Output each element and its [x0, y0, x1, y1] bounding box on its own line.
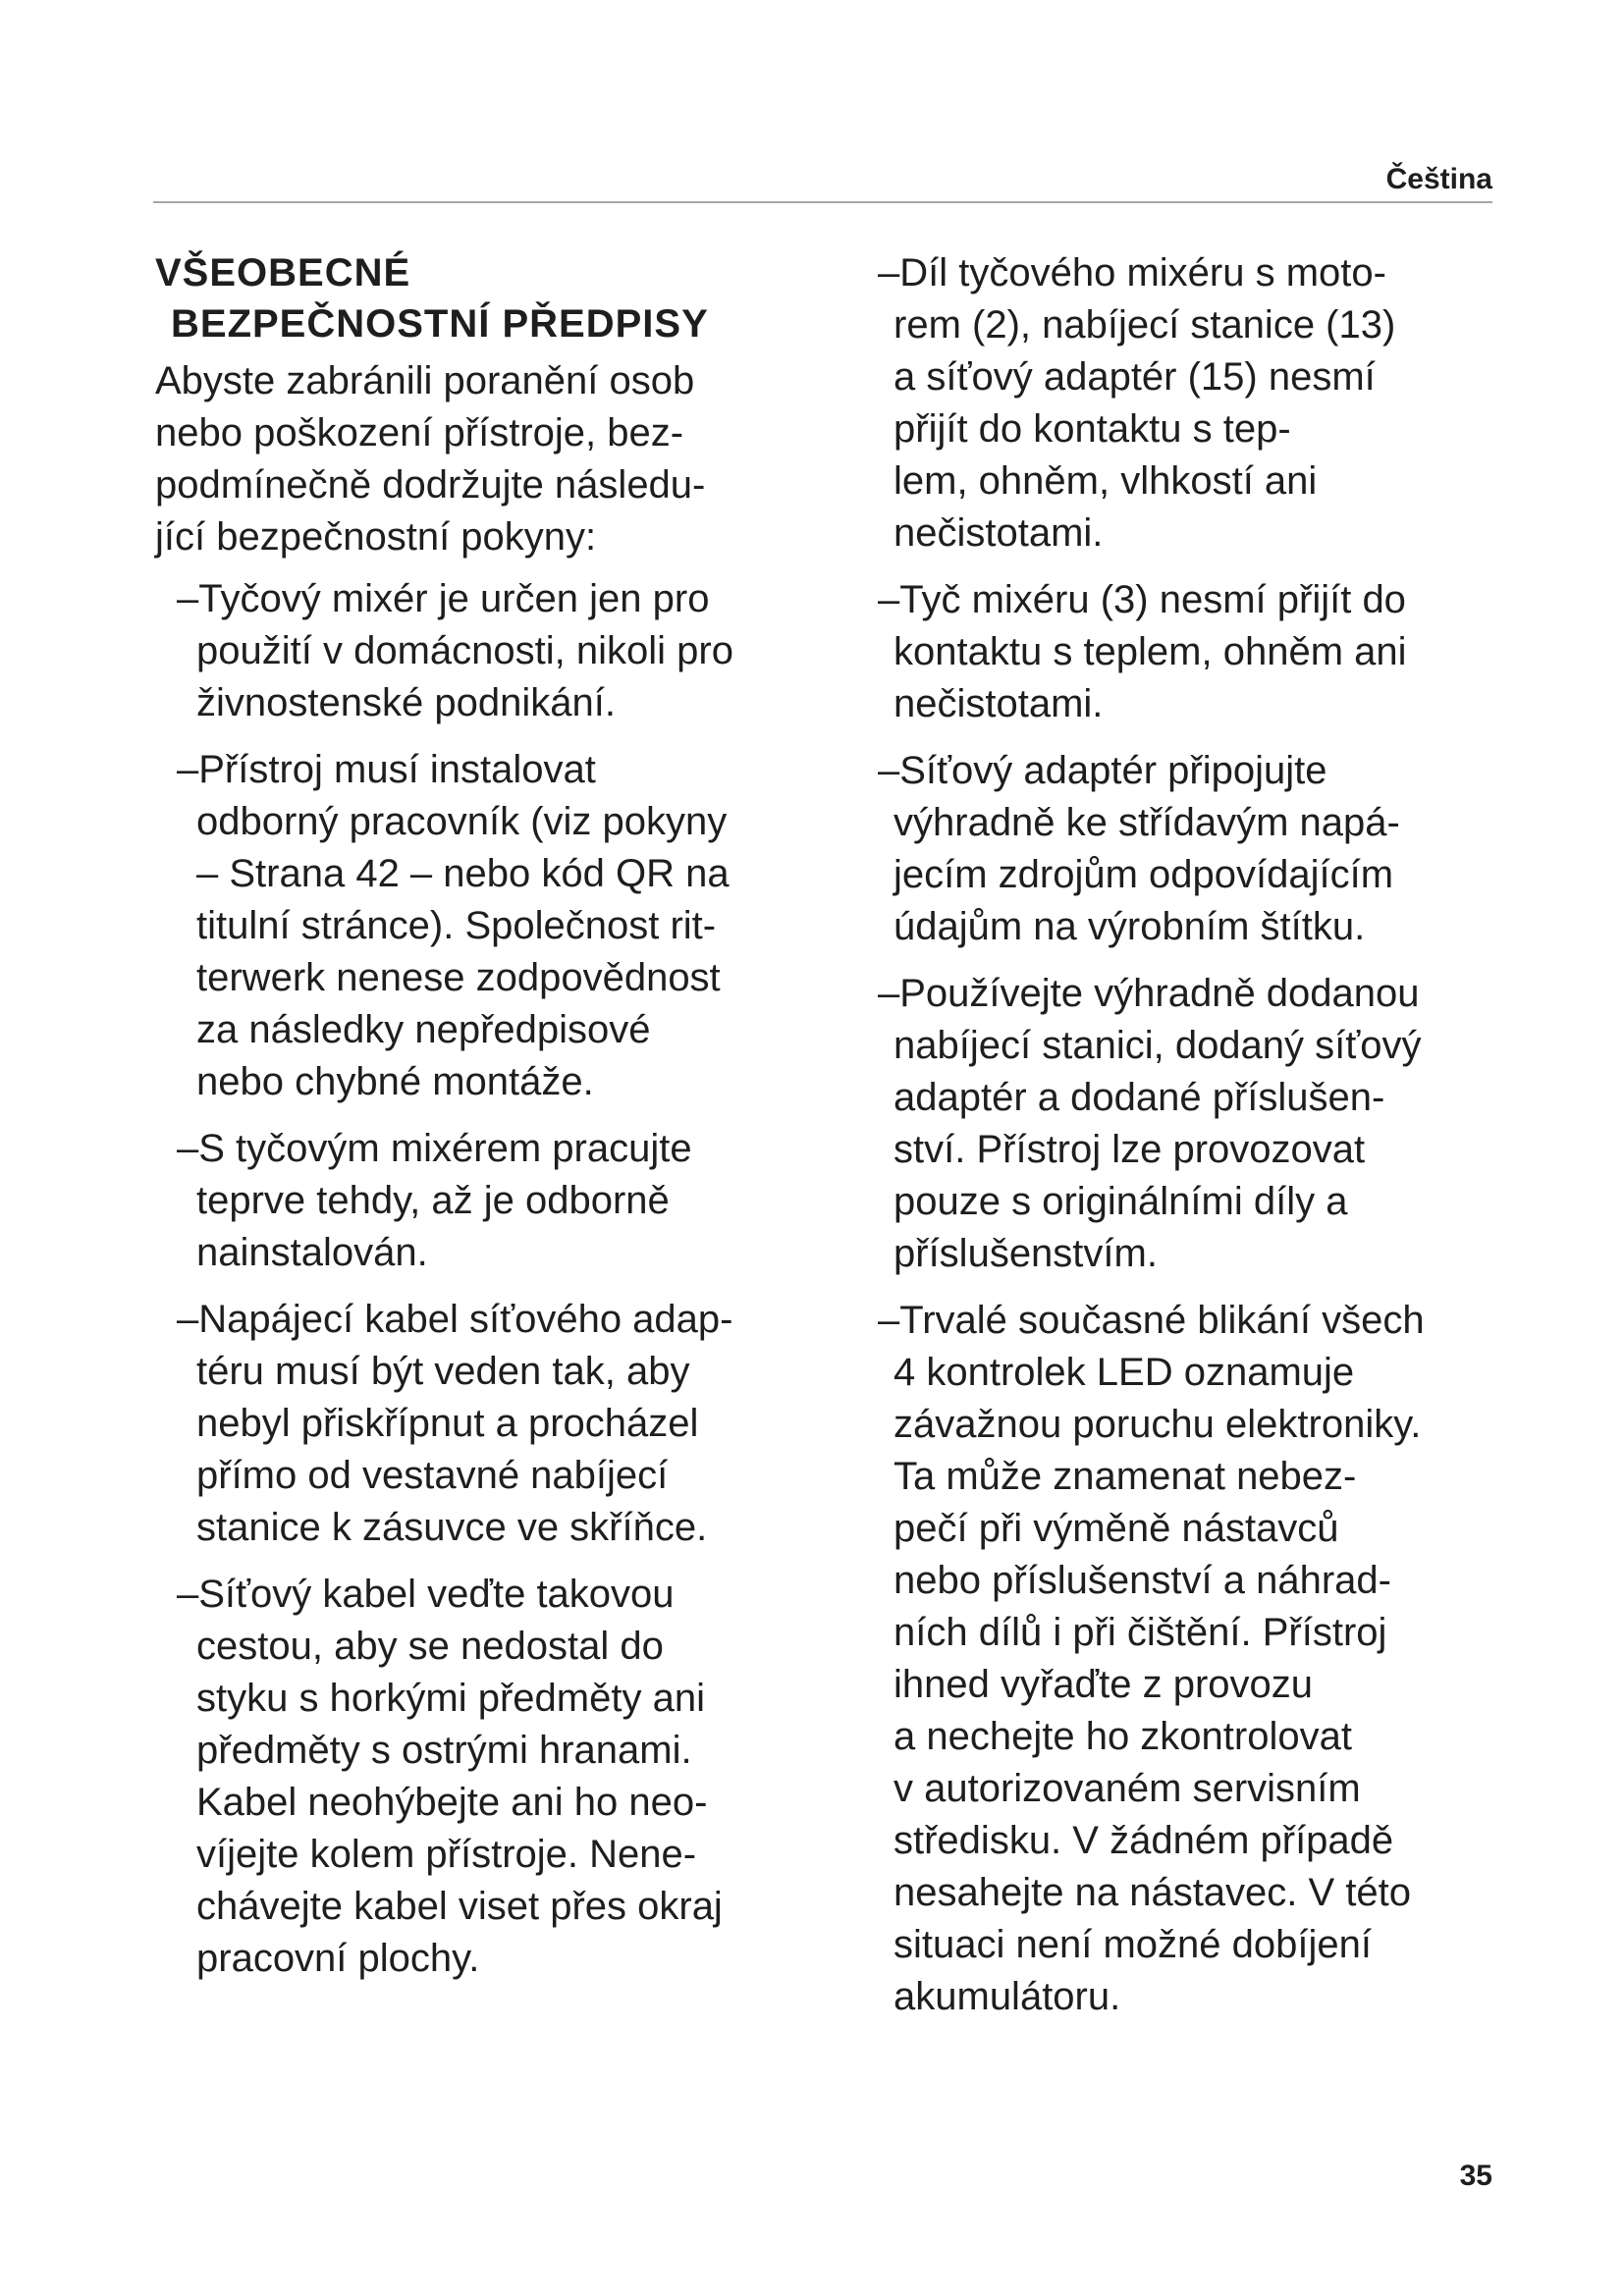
item-line: terwerk nenese zodpovědnost	[196, 956, 721, 999]
item-line: příslušenstvím.	[893, 1232, 1158, 1275]
header-divider	[153, 201, 1492, 203]
item-line: 4 kontrolek LED oznamuje	[893, 1351, 1355, 1394]
item-line: –Díl tyčového mixéru s moto-	[878, 251, 1386, 294]
item-line: styku s horkými předměty ani	[196, 1677, 705, 1720]
title-line: BEZPEČNOSTNÍ PŘEDPISY	[171, 302, 709, 346]
item-line: víjejte kolem přístroje. Nene-	[196, 1833, 697, 1876]
title-line: VŠEOBECNÉ	[155, 251, 411, 294]
item-line: závažnou poruchu elektroniky.	[893, 1403, 1422, 1446]
item-line: –Síťový adaptér připojujte	[878, 749, 1327, 792]
item-line: nainstalován.	[196, 1231, 428, 1274]
item-line: –Tyč mixéru (3) nesmí přijít do	[878, 578, 1406, 621]
list-item	[878, 745, 1506, 953]
right-column	[878, 247, 1506, 2038]
item-line: pracovní plochy.	[196, 1937, 480, 1980]
item-line: stanice k zásuvce ve skříňce.	[196, 1506, 708, 1549]
item-line: a síťový adaptér (15) nesmí	[893, 355, 1376, 399]
section-title	[155, 247, 823, 349]
item-line: –Tyčový mixér je určen jen pro	[177, 577, 710, 620]
list-item	[155, 1123, 823, 1279]
item-line: rem (2), nabíjecí stanice (13)	[893, 303, 1396, 347]
item-line: cestou, aby se nedostal do	[196, 1625, 664, 1668]
item-line: výhradně ke střídavým napá-	[893, 801, 1400, 844]
list-item	[155, 573, 823, 729]
item-line: teprve tehdy, až je odborně	[196, 1179, 670, 1222]
list-item	[155, 744, 823, 1108]
item-line: pouze s originálními díly a	[893, 1180, 1348, 1223]
item-line: živnostenské podnikání.	[196, 681, 616, 724]
item-line: chávejte kabel viset přes okraj	[196, 1885, 723, 1928]
item-line: nečistotami.	[893, 511, 1104, 555]
item-line: ních dílů i při čištění. Přístroj	[893, 1611, 1387, 1654]
item-line: nečistotami.	[893, 682, 1104, 725]
item-line: jecím zdrojům odpovídajícím	[893, 853, 1394, 896]
item-line: kontaktu s teplem, ohněm ani	[893, 630, 1407, 673]
left-column	[155, 247, 823, 2000]
item-line: –Přístroj musí instalovat	[177, 748, 596, 791]
item-line: použití v domácnosti, nikoli pro	[196, 629, 733, 672]
item-line: –S tyčovým mixérem pracujte	[177, 1127, 692, 1170]
item-line: adaptér a dodané příslušen-	[893, 1076, 1385, 1119]
item-line: lem, ohněm, vlhkostí ani	[893, 459, 1318, 503]
item-line: nabíjecí stanici, dodaný síťový	[893, 1024, 1422, 1067]
item-line: v autorizovaném servisním	[893, 1767, 1361, 1810]
intro-line: Abyste zabránili poranění osob	[155, 359, 695, 402]
intro-line: nebo poškození přístroje, bez-	[155, 411, 684, 454]
item-line: pečí při výměně nástavců	[893, 1507, 1339, 1550]
item-line: Ta může znamenat nebez-	[893, 1455, 1357, 1498]
item-line: přijít do kontaktu s tep-	[893, 407, 1291, 451]
item-line: nebyl přiskřípnut a procházel	[196, 1402, 699, 1445]
list-item	[878, 247, 1506, 560]
list-item	[155, 1569, 823, 1985]
intro-line: podmínečně dodržujte následu-	[155, 463, 706, 507]
left-bullet-list	[155, 573, 823, 1985]
list-item	[878, 574, 1506, 730]
item-line: –Síťový kabel veďte takovou	[177, 1573, 675, 1616]
item-line: údajům na výrobním štítku.	[893, 905, 1366, 948]
intro-line: jící bezpečnostní pokyny:	[155, 515, 597, 559]
language-label: Čeština	[1385, 163, 1492, 195]
item-line: předměty s ostrými hranami.	[196, 1729, 692, 1772]
item-line: a nechejte ho zkontrolovat	[893, 1715, 1352, 1758]
item-line: nebo chybné montáže.	[196, 1060, 594, 1103]
page-number: 35	[1459, 2160, 1492, 2192]
item-line: titulní stránce). Společnost rit-	[196, 904, 717, 947]
list-item	[878, 1295, 1506, 2023]
item-line: situaci není možné dobíjení	[893, 1923, 1372, 1966]
item-line: odborný pracovník (viz pokyny	[196, 800, 728, 843]
item-line: ihned vyřaďte z provozu	[893, 1663, 1314, 1706]
right-bullet-list	[878, 247, 1506, 2023]
item-line: ství. Přístroj lze provozovat	[893, 1128, 1366, 1171]
item-line: nesahejte na nástavec. V této	[893, 1871, 1412, 1914]
item-line: – Strana 42 – nebo kód QR na	[196, 852, 730, 895]
item-line: –Používejte výhradně dodanou	[878, 972, 1420, 1015]
item-line: akumulátoru.	[893, 1975, 1121, 2018]
item-line: za následky nepředpisové	[196, 1008, 651, 1051]
item-line: Kabel neohýbejte ani ho neo-	[196, 1781, 708, 1824]
item-line: téru musí být veden tak, aby	[196, 1350, 690, 1393]
item-line: –Trvalé současné blikání všech	[878, 1299, 1425, 1342]
item-line: –Napájecí kabel síťového adap-	[177, 1298, 733, 1341]
item-line: nebo příslušenství a náhrad-	[893, 1559, 1391, 1602]
intro-paragraph	[155, 355, 823, 563]
item-line: přímo od vestavné nabíjecí	[196, 1454, 669, 1497]
list-item	[155, 1294, 823, 1554]
list-item	[878, 968, 1506, 1280]
item-line: středisku. V žádném případě	[893, 1819, 1394, 1862]
